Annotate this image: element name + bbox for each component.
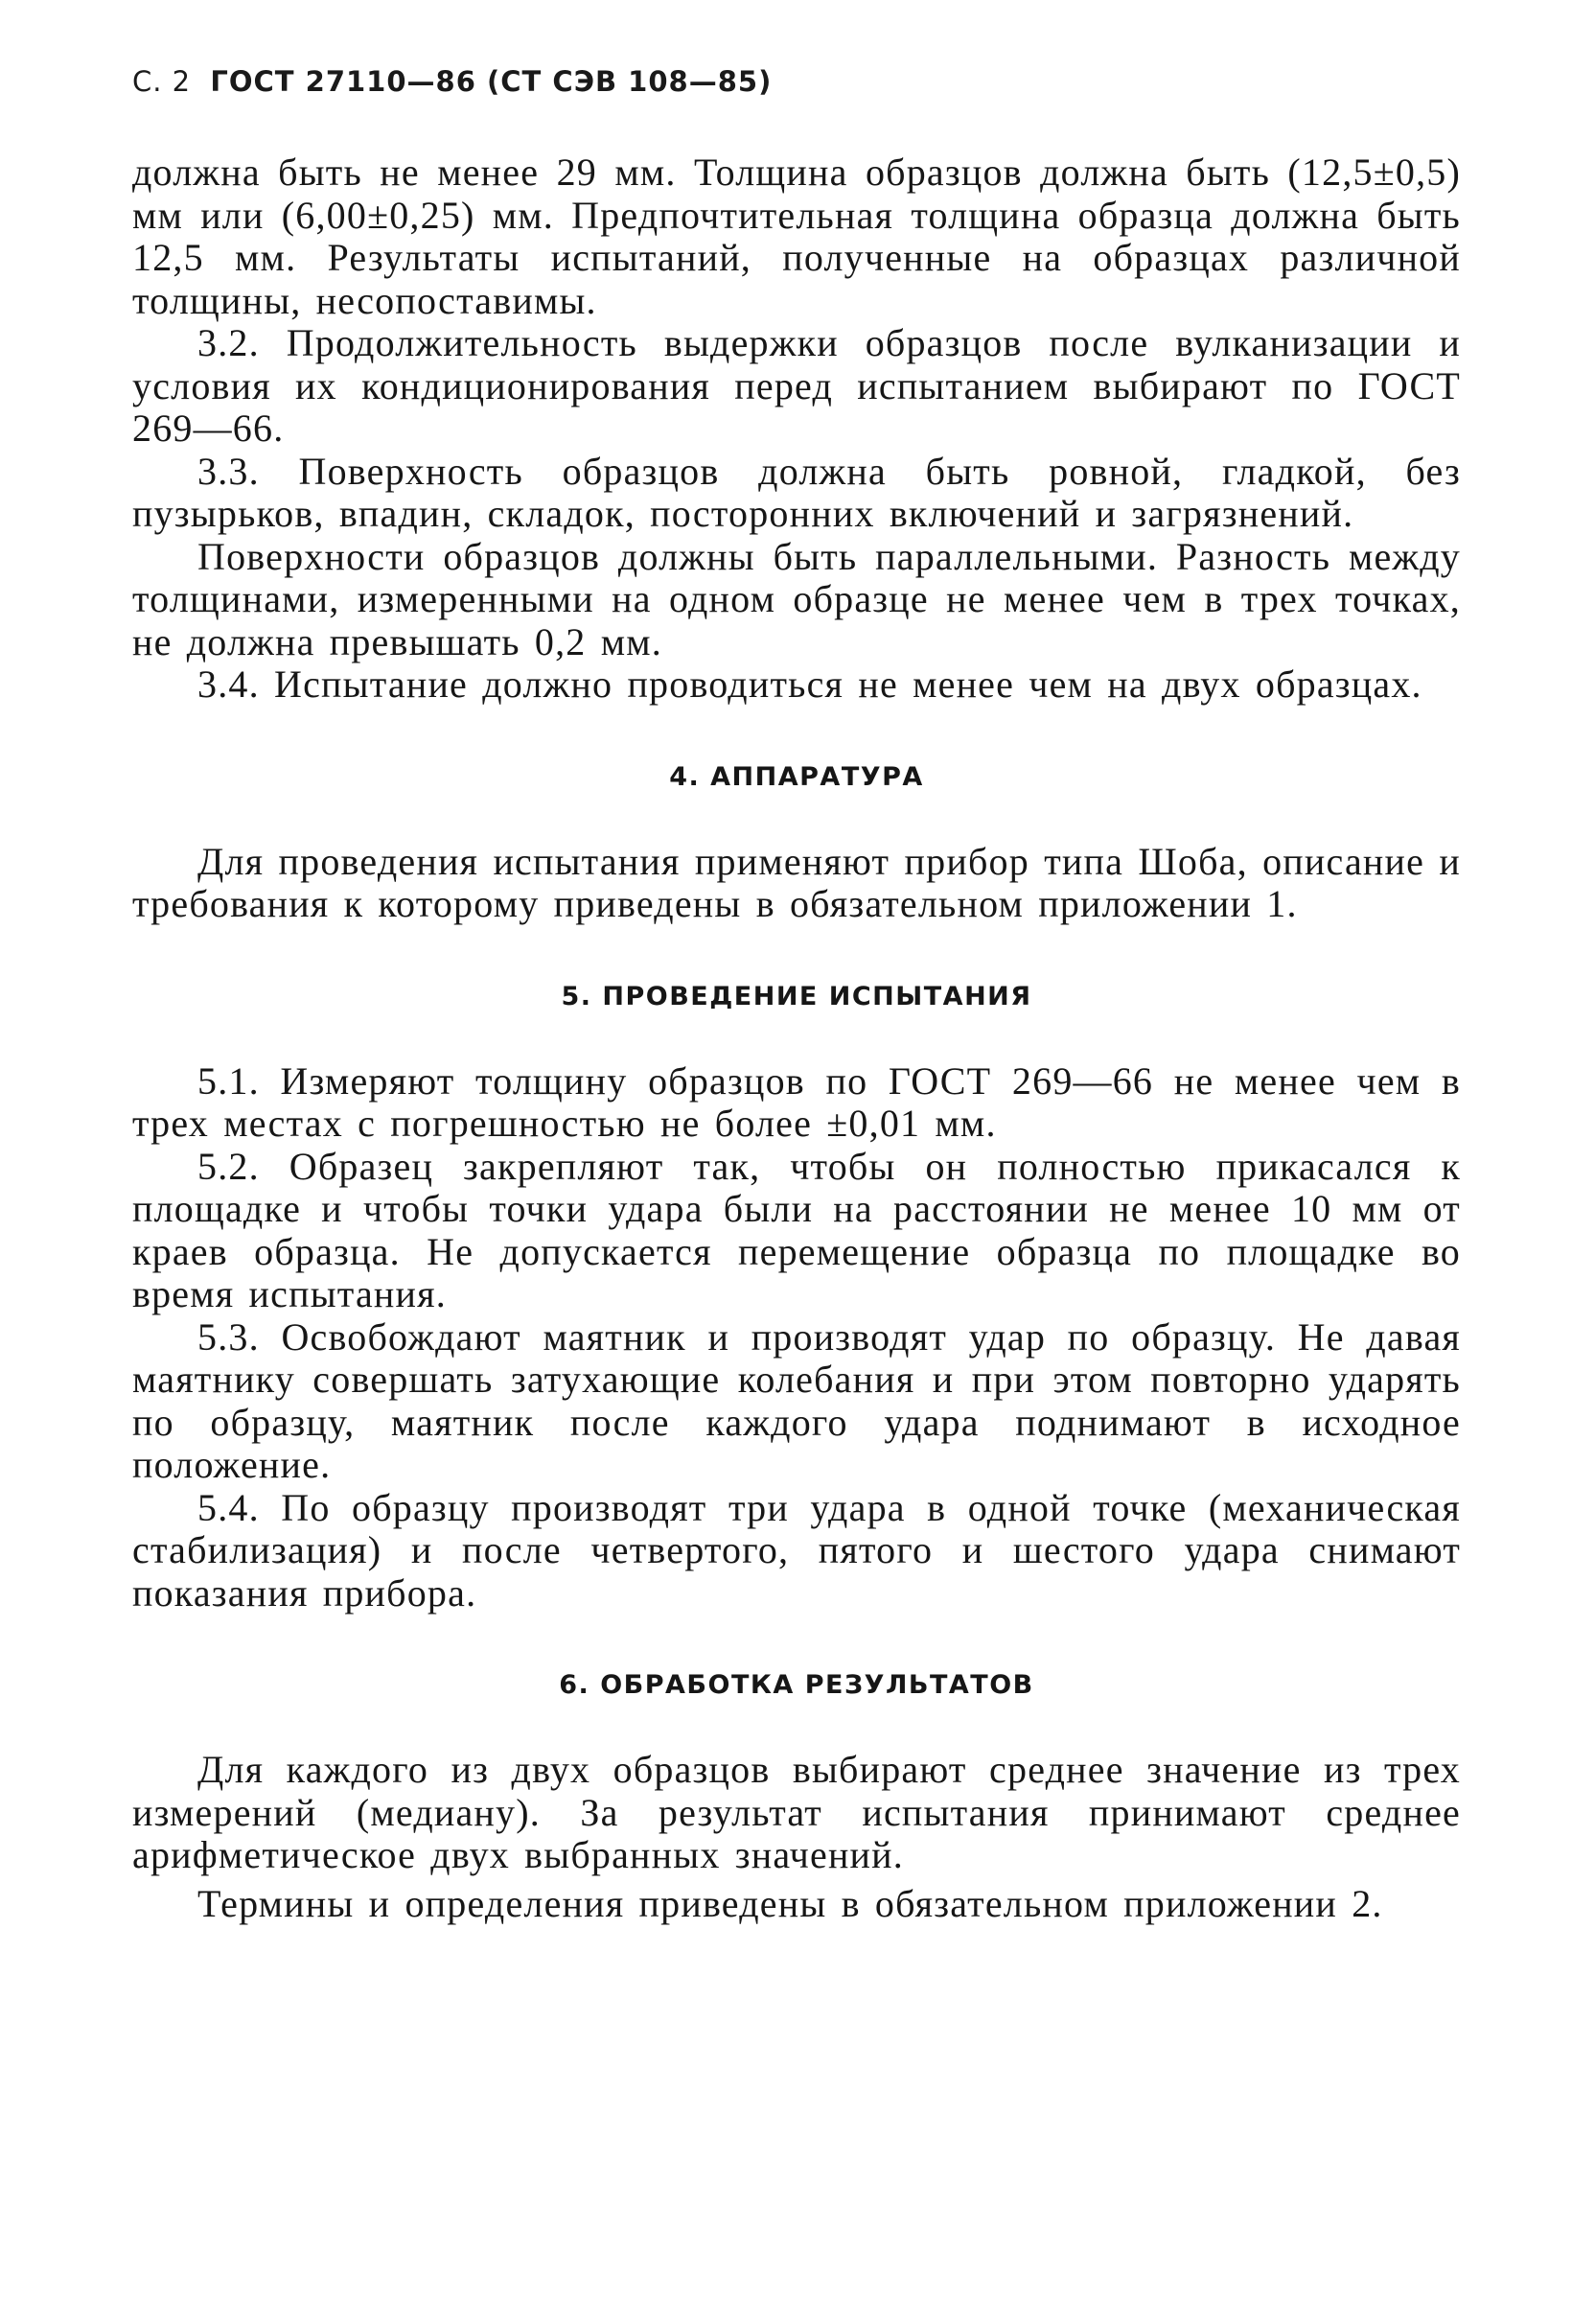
- paragraph-3-2: 3.2. Продолжительность выдержки образцов после вулканизации и условия их кондиционирования перед испытанием выбирают по ГОСТ 269—66.: [132, 321, 1461, 450]
- paragraph-5-2: 5.2. Образец закрепляют так, чтобы он полностью прикасался к площадке и чтобы точки удара были на расстоянии не менее 10 мм от краев образца. Не допускается перемещение образца по площадке во время испытания.: [132, 1144, 1461, 1315]
- running-header: [132, 65, 772, 98]
- section-4-heading: 4. АППАРАТУРА: [669, 761, 924, 792]
- paragraph-6-median: Для каждого из двух образцов выбирают среднее значение из трех измерений (медиану). За результат испытания принимают среднее арифметическое двух выбранных значений.: [132, 1748, 1461, 1876]
- paragraph-5-3: 5.3. Освобождают маятник и производят удар по образцу. Не давая маятнику совершать затухающие колебания и при этом повторно ударять по образцу, маятник после каждого удара поднимают в исходное положение.: [132, 1314, 1461, 1486]
- page-number: С. 2: [132, 65, 192, 98]
- paragraph-3-3: 3.3. Поверхность образцов должна быть ровной, гладкой, без пузырьков, впадин, складок, посторонних включений и загрязнений.: [132, 449, 1461, 535]
- standard-designation: ГОСТ 27110—86 (СТ СЭВ 108—85): [210, 65, 773, 98]
- paragraph-4-apparatus: Для проведения испытания применяют прибор типа Шоба, описание и требования к которому приведены в обязательном приложении 1.: [132, 839, 1461, 925]
- paragraph-3-4: 3.4. Испытание должно проводиться не менее чем на двух образцах.: [197, 662, 1422, 706]
- paragraph-5-4: 5.4. По образцу производят три удара в одной точке (механическая стабилизация) и после четвертого, пятого и шестого удара снимают показания прибора.: [132, 1485, 1461, 1615]
- section-5-heading: 5. ПРОВЕДЕНИЕ ИСПЫТАНИЯ: [561, 981, 1032, 1011]
- document-body: [132, 151, 1461, 1925]
- section-6-heading: 6. ОБРАБОТКА РЕЗУЛЬТАТОВ: [559, 1670, 1034, 1700]
- paragraph-thickness-continuation: должна быть не менее 29 мм. Толщина образцов должна быть (12,5±0,5) мм или (6,00±0,25) мм. Предпочтительная толщина образца должна быть 12,5 мм. Результаты испытаний, полученные на образцах различной толщины, несопоставимы.: [132, 151, 1461, 322]
- paragraph-5-1: 5.1. Измеряют толщину образцов по ГОСТ 269—66 не менее чем в трех местах с погрешностью не более ±0,01 мм.: [132, 1058, 1461, 1145]
- paragraph-3-3-parallel: Поверхности образцов должны быть параллельными. Разность между толщинами, измеренными на одном образце не менее чем в трех точках, не должна превышать 0,2 мм.: [132, 534, 1461, 663]
- paragraph-6-terms: Термины и определения приведены в обязательном приложении 2.: [197, 1881, 1383, 1925]
